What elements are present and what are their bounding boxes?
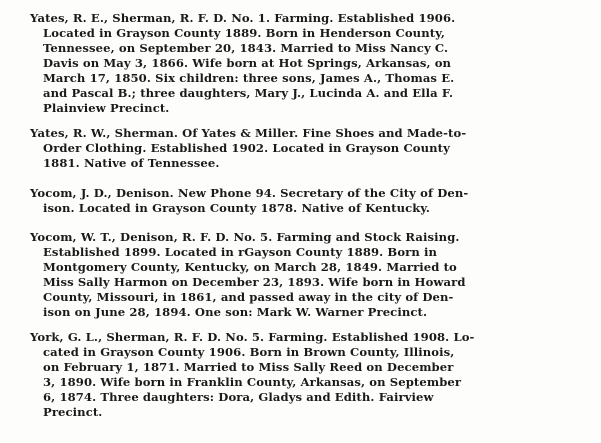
entry-line: Yocom, W. T., Denison, R. F. D. No. 5. Farming and Stock Raising. bbox=[30, 230, 460, 244]
entry-line: Yates, R. W., Sherman. Of Yates & Miller. Fine Shoes and Made-to- bbox=[30, 126, 467, 140]
entry-line: Order Clothing. Established 1902. Located in Grayson County bbox=[43, 141, 450, 155]
entry-line: Miss Sally Harmon on December 23, 1893. Wife born in Howard bbox=[43, 275, 466, 289]
entry-yocom-j-d bbox=[30, 186, 578, 216]
entry-line: 1881. Native of Tennessee. bbox=[43, 156, 220, 170]
entry-line: 3, 1890. Wife born in Franklin County, Arkansas, on September bbox=[43, 375, 462, 389]
entry-line: Yocom, J. D., Denison. New Phone 94. Secretary of the City of Den- bbox=[30, 186, 469, 200]
entry-line: on February 1, 1871. Married to Miss Sally Reed on December bbox=[43, 360, 454, 374]
entry-line: Davis on May 3, 1866. Wife born at Hot Springs, Arkansas, on bbox=[43, 56, 452, 70]
entry-york-g-l bbox=[30, 330, 578, 420]
entry-line: Tennessee, on September 20, 1843. Married to Miss Nancy C. bbox=[43, 41, 449, 55]
entry-line: County, Missouri, in 1861, and passed away in the city of Den- bbox=[43, 290, 454, 304]
entry-line: Established 1899. Located in rGayson County 1889. Born in bbox=[43, 245, 438, 259]
entry-line: Precinct. bbox=[43, 405, 103, 419]
entry-line: Yates, R. E., Sherman, R. F. D. No. 1. Farming. Established 1906. bbox=[30, 11, 456, 25]
entry-yocom-w-t bbox=[30, 230, 578, 320]
entry-yates-r-e bbox=[30, 11, 578, 116]
entry-yates-r-w bbox=[30, 126, 578, 171]
entry-line: cated in Grayson County 1906. Born in Brown County, Illinois, bbox=[43, 345, 455, 359]
entry-line: 6, 1874. Three daughters: Dora, Gladys and Edith. Fairview bbox=[43, 390, 434, 404]
entry-line: Montgomery County, Kentucky, on March 28, 1849. Married to bbox=[43, 260, 457, 274]
entry-line: ison. Located in Grayson County 1878. Native of Kentucky. bbox=[43, 201, 431, 215]
entry-line: and Pascal B.; three daughters, Mary J., Lucinda A. and Ella F. bbox=[43, 86, 454, 100]
entry-line: Located in Grayson County 1889. Born in Henderson County, bbox=[43, 26, 446, 40]
entry-line: Plainview Precinct. bbox=[43, 101, 170, 115]
entry-line: York, G. L., Sherman, R. F. D. No. 5. Farming. Established 1908. Lo- bbox=[30, 330, 475, 344]
entry-line: ison on June 28, 1894. One son: Mark W. Warner Precinct. bbox=[43, 305, 428, 319]
entry-line: March 17, 1850. Six children: three sons, James A., Thomas E. bbox=[43, 71, 455, 85]
